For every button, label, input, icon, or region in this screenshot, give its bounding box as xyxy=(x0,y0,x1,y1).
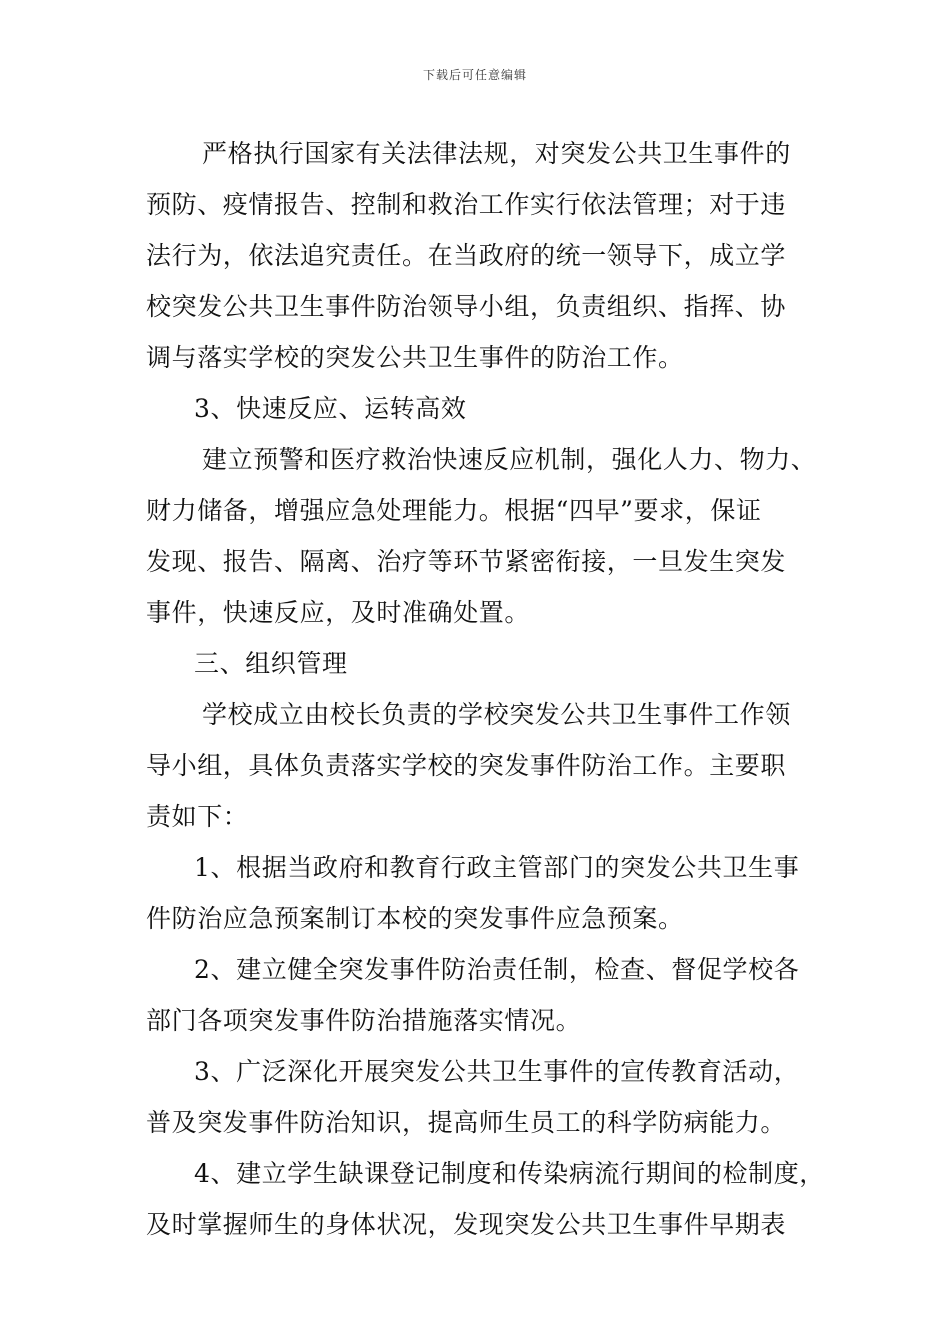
text-line: 发现、报告、隔离、治疗等环节紧密衔接，一旦发生突发 xyxy=(146,547,787,576)
text-line: 及时掌握师生的身体状况，发现突发公共卫生事件早期表 xyxy=(146,1210,787,1239)
text-line: 4、建立学生缺课登记制度和传染病流行期间的检制度， xyxy=(194,1159,825,1188)
text-line: 1、根据当政府和教育行政主管部门的突发公共卫生事 xyxy=(194,853,800,882)
text-line: 调与落实学校的突发公共卫生事件的防治工作。 xyxy=(146,343,684,372)
text-line: 部门各项突发事件防治措施落实情况。 xyxy=(146,1006,582,1035)
text-line: 法行为，依法追究责任。在当政府的统一领导下，成立学 xyxy=(146,241,787,270)
section-heading: 三、组织管理 xyxy=(194,649,348,678)
text-line: 预防、疫情报告、控制和救治工作实行依法管理；对于违 xyxy=(146,190,787,219)
text-line: 3、广泛深化开展突发公共卫生事件的宣传教育活动， xyxy=(194,1057,800,1086)
text-line: 学校成立由校长负责的学校突发公共卫生事件工作领 xyxy=(202,700,791,729)
text-line: 2、建立健全突发事件防治责任制，检查、督促学校各 xyxy=(194,955,800,984)
text-line: 财力储备，增强应急处理能力。根据“四早”要求，保证 xyxy=(146,496,762,525)
text-line: 严格执行国家有关法律法规，对突发公共卫生事件的 xyxy=(202,139,791,168)
text-line: 校突发公共卫生事件防治领导小组，负责组织、指挥、协 xyxy=(146,292,787,321)
document-body xyxy=(146,128,826,1250)
text-line: 责如下： xyxy=(146,802,249,831)
text-line: 建立预警和医疗救治快速反应机制，强化人力、物力、 xyxy=(202,445,817,474)
text-line: 事件，快速反应，及时准确处置。 xyxy=(146,598,531,627)
text-line: 导小组，具体负责落实学校的突发事件防治工作。主要职 xyxy=(146,751,787,780)
text-line: 件防治应急预案制订本校的突发事件应急预案。 xyxy=(146,904,684,933)
text-line: 普及突发事件防治知识，提高师生员工的科学防病能力。 xyxy=(146,1108,787,1137)
page-header: 下载后可任意编辑 xyxy=(422,68,527,82)
section-heading: 3、快速反应、运转高效 xyxy=(194,394,467,423)
